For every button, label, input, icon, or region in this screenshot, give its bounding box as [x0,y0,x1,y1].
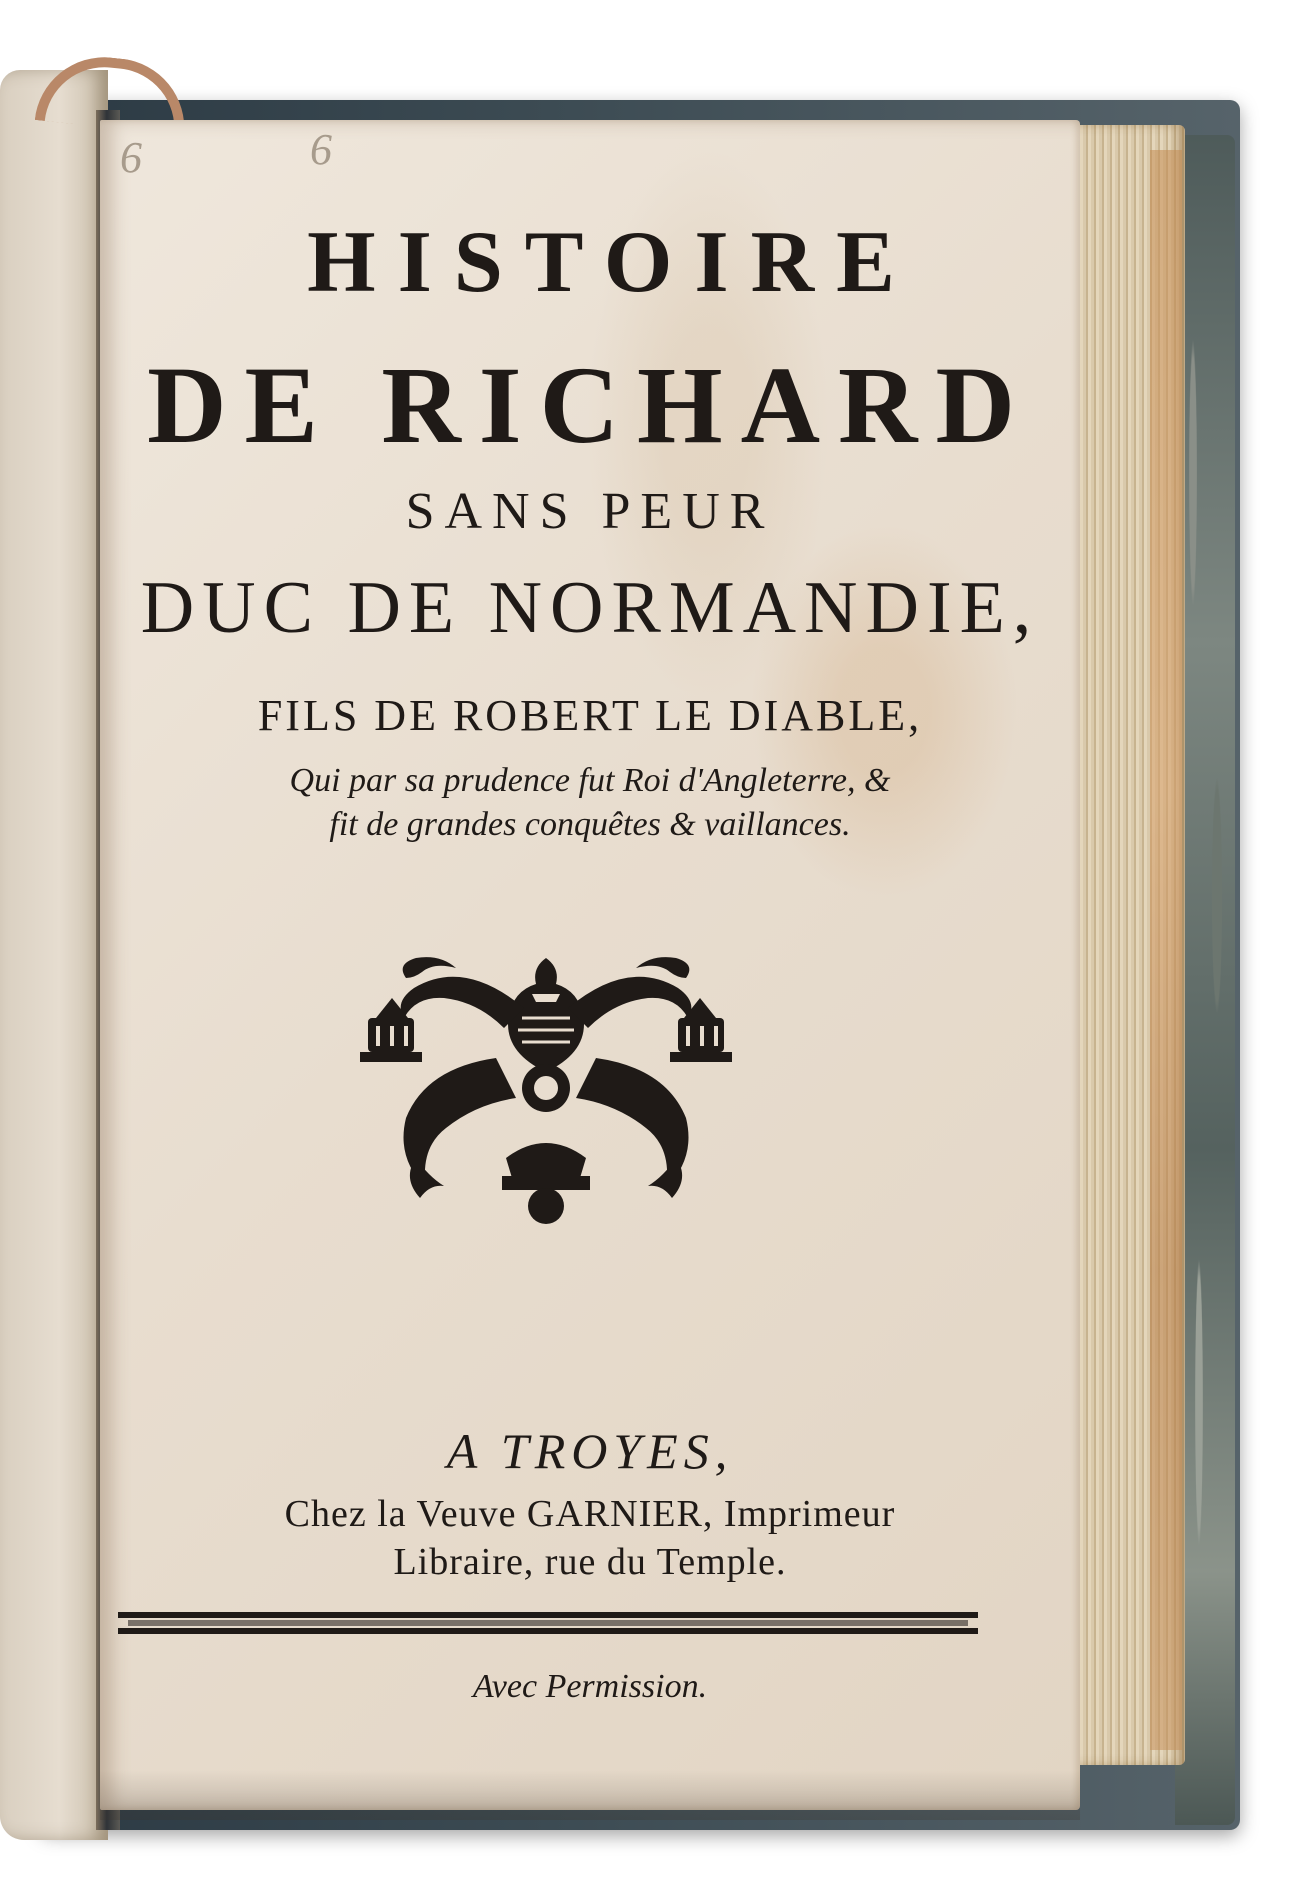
title-line-fils: FILS DE ROBERT LE DIABLE, [257,691,923,740]
fore-edge-tint [1150,150,1182,1750]
left-facing-page [0,70,108,1840]
title-line-duc: DUC DE NORMANDIE, [140,567,1040,649]
pencil-note-left: 6 [120,133,144,182]
title-line-sans-peur: SANS PEUR [405,483,775,540]
title-line-histoire: HISTOIRE [307,214,917,311]
title-line-richard: DE RICHARD [147,344,1033,466]
printers-ornament [346,938,746,1228]
subtitle-line-1: Qui par sa prudence fut Roi d'Angleterre, & [289,762,891,799]
imprint-address: Libraire, rue du Temple. [393,1541,787,1583]
pencil-note-right: 6 [310,125,334,174]
permission-line: Avec Permission. [472,1668,708,1705]
decorative-rule [118,1610,978,1636]
title-page [100,120,1080,1810]
imprint-printer: Chez la Veuve GARNIER, Imprimeur [284,1493,896,1535]
page-bottom-shadow [100,1770,1080,1820]
imprint-place: A TROYES, [446,1423,734,1479]
subtitle-line-2: fit de grandes conquêtes & vaillances. [329,806,851,843]
